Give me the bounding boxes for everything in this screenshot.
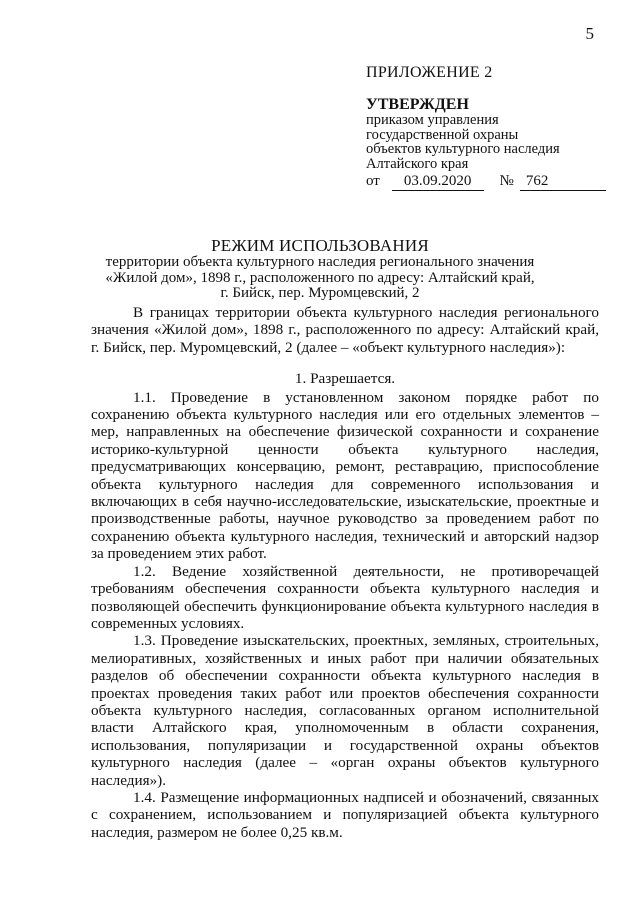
item-1-4: 1.4. Размещение информационных надписей и обозначений, связанных с сохранением, использованием и популяризацией объекта культурного наследия, размером не более 0,25 кв.м. <box>91 788 599 841</box>
order-line: государственной охраны <box>366 126 519 143</box>
item-1-3: 1.3. Проведение изыскательских, проектных, земляных, строительных, мелиоративных, хозяйственных и иных работ при наличии обязательных разделов об обеспечении сохранности объекта культурного наследия в проектах проведения таких работ или проектов обеспечения сохранности объекта культурного наследия, согласованных органом исполнительной власти Алтайского края, уполномоченным в области сохранения, использования, популяризации и государственной охраны объектов культурного наследия (далее – «орган охраны объектов культурного наследия»). <box>91 632 599 789</box>
approved-label: УТВЕРЖДЕН <box>366 96 469 113</box>
order-line: объектов культурного наследия <box>366 141 560 157</box>
order-number: 762 <box>520 173 606 191</box>
document-body <box>91 304 599 841</box>
intro-paragraph: В границах территории объекта культурного наследия регионального значения «Жилой дом», 1898 г., расположенного по адресу: Алтайский край, г. Бийск, пер. Муромцевский, 2 (далее – «объект культурного наследия»): <box>91 304 599 356</box>
document-title: РЕЖИМ ИСПОЛЬЗОВАНИЯ <box>211 236 429 255</box>
from-label: от <box>366 173 380 189</box>
appendix-label: ПРИЛОЖЕНИЕ 2 <box>366 64 493 81</box>
order-line: Алтайского края <box>366 155 469 172</box>
order-line: приказом управления <box>366 112 499 128</box>
page-number: 5 <box>585 24 594 43</box>
order-date: 03.09.2020 <box>392 173 484 191</box>
document-subtitle <box>60 255 580 302</box>
order-date-number <box>366 173 606 191</box>
subtitle-line: г. Бийск, пер. Муромцевский, 2 <box>220 285 420 301</box>
item-1-2: 1.2. Ведение хозяйственной деятельности, не противоречащей требованиям обеспечения сохранности объекта культурного наследия и позволяющей обеспечить функционирование объекта культурного наследия в современных условиях. <box>91 562 599 632</box>
subtitle-line: «Жилой дом», 1898 г., расположенного по адресу: Алтайский край, <box>105 269 535 286</box>
number-label: № <box>499 173 514 189</box>
item-1-1: 1.1. Проведение в установленном законом порядке работ по сохранению объекта культурного наследия или его отдельных элементов – мер, направленных на обеспечение физической сохранности и сохранение историко-культурной ценности объекта культурного наследия, предусматривающих консервацию, ремонт, реставрацию, приспособление объекта культурного наследия для современного использования и включающих в себя научно-исследовательские, изыскательские, проектные и производственные работы, научное руководство за проведением работ по сохранению объекта культурного наследия, технический и авторский надзор за проведением этих работ. <box>91 388 599 563</box>
approval-block <box>366 64 606 191</box>
section-heading: 1. Разрешается. <box>294 370 396 388</box>
subtitle-line: территории объекта культурного наследия регионального значения <box>105 254 535 270</box>
